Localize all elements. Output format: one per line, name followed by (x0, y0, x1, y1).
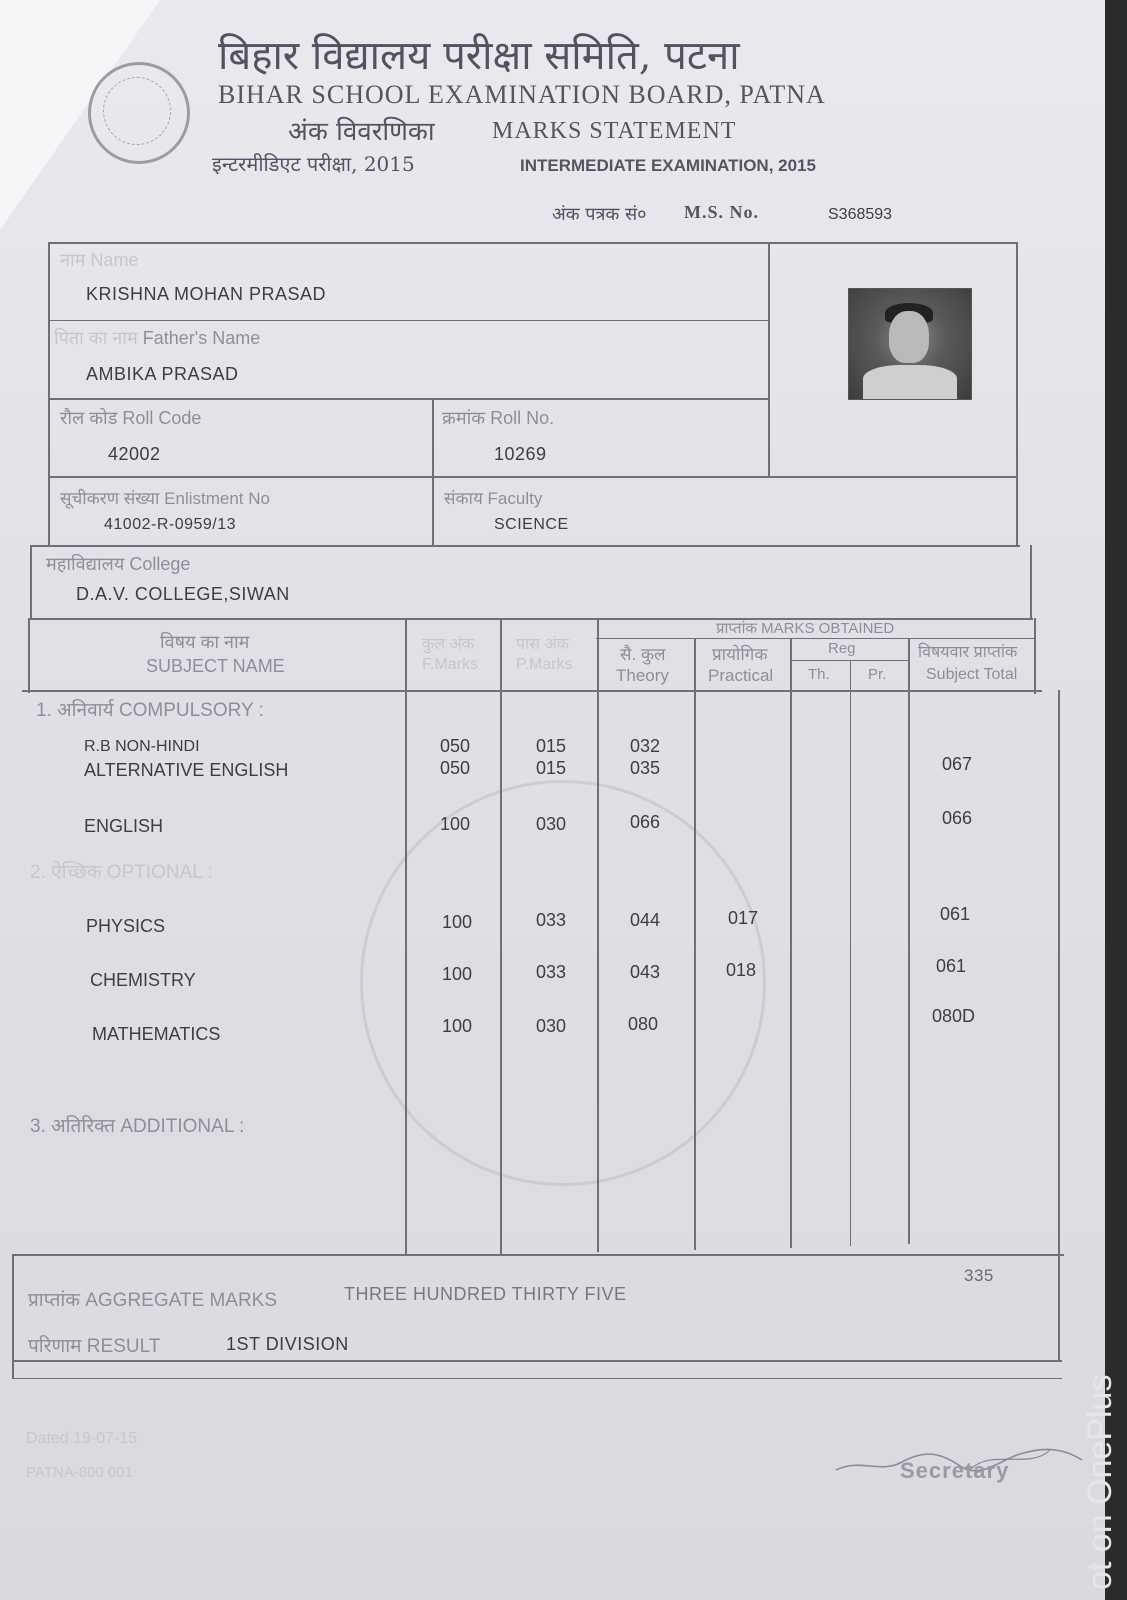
board-title-english: BIHAR SCHOOL EXAMINATION BOARD, PATNA (218, 80, 826, 109)
pass-marks-header-hindi: पास अंक (516, 636, 570, 653)
ms-number: S368593 (828, 206, 893, 223)
enlistment-label-hindi: सूचीकरण संख्या (60, 489, 160, 508)
full-marks-header-hindi: कुल अंक (422, 636, 475, 653)
college: D.A.V. COLLEGE,SIWAN (76, 584, 290, 604)
exam-title-hindi: इन्टरमीडिएट परीक्षा, 2015 (212, 152, 415, 176)
aggregate-total: 335 (964, 1266, 994, 1285)
theory-marks-value: 035 (630, 758, 661, 778)
college-label-hindi: महाविद्यालय (46, 554, 125, 574)
full-marks-value: 100 (440, 814, 471, 834)
enlistment-label: Enlistment No (164, 489, 270, 508)
father-name: AMBIKA PRASAD (86, 364, 239, 384)
full-marks-value: 100 (442, 964, 473, 984)
place: PATNA-800 001 (26, 1464, 133, 1481)
faculty-label: Faculty (487, 489, 543, 508)
pass-marks-value: 015 (536, 758, 567, 778)
subject-header: SUBJECT NAME (146, 656, 285, 676)
pass-marks-header: P.Marks (516, 656, 573, 673)
faculty: SCIENCE (494, 516, 569, 533)
father-label: Father's Name (142, 328, 261, 348)
subject-name: ENGLISH (84, 816, 164, 836)
marks-obtained-header: MARKS OBTAINED (761, 620, 895, 637)
subject-total-value: 061 (940, 904, 971, 924)
theory-marks-value: 043 (630, 962, 661, 982)
subject-header-hindi: विषय का नाम (160, 632, 250, 652)
name-label-hindi: नाम (60, 250, 86, 270)
date-value: 19-07-15 (73, 1430, 138, 1447)
roll-no: 10269 (494, 444, 547, 464)
additional-section-label: 3. अतिरिक्त ADDITIONAL : (30, 1116, 245, 1137)
result-value: 1ST DIVISION (226, 1334, 349, 1354)
father-label-hindi: पिता का नाम (54, 328, 138, 348)
roll-no-label-hindi: क्रमांक (442, 408, 486, 428)
aggregate-in-words: THREE HUNDRED THIRTY FIVE (344, 1284, 627, 1304)
watermark-seal (360, 780, 766, 1186)
aggregate-label: AGGREGATE MARKS (85, 1290, 278, 1311)
theory-marks-value: 080 (628, 1014, 659, 1034)
student-name: KRISHNA MOHAN PRASAD (86, 284, 327, 304)
subject-total-value: 066 (942, 808, 973, 828)
student-photo (848, 288, 972, 400)
full-marks-value: 100 (442, 912, 473, 932)
theory-header: Theory (616, 666, 669, 685)
roll-no-label: Roll No. (490, 408, 555, 428)
board-emblem-seal (88, 62, 190, 164)
practical-marks-value: 018 (726, 960, 757, 980)
full-marks-value: 050 (440, 736, 471, 756)
board-title-hindi: बिहार विद्यालय परीक्षा समिति, पटना (218, 33, 740, 79)
optional-section-label: 2. ऐच्छिक OPTIONAL : (30, 862, 213, 883)
faculty-label-hindi: संकाय (444, 489, 483, 508)
subject-total-header: Subject Total (926, 666, 1018, 683)
roll-code: 42002 (108, 444, 161, 464)
theory-header-hindi: सै. कुल (620, 645, 666, 664)
marks-obtained-header-hindi: प्राप्तांक (716, 620, 757, 637)
theory-marks-value: 032 (630, 736, 661, 756)
ms-label-hindi: अंक पत्रक सं० (552, 204, 647, 225)
full-marks-header: F.Marks (422, 656, 478, 673)
full-marks-value: 100 (442, 1016, 473, 1036)
practical-header-hindi: प्रायोगिक (712, 645, 768, 664)
name-label: Name (90, 250, 139, 270)
subject-total-header-hindi: विषयवार प्राप्तांक (918, 644, 1018, 661)
result-label-hindi: परिणाम (28, 1336, 82, 1357)
theory-marks-value: 066 (630, 812, 661, 832)
pass-marks-value: 030 (536, 1016, 567, 1036)
roll-code-label: Roll Code (122, 408, 202, 428)
practical-header: Practical (708, 666, 774, 685)
statement-title-hindi: अंक विवरणिका (288, 117, 435, 147)
reg-practical-header: Pr. (868, 666, 887, 683)
pass-marks-value: 015 (536, 736, 567, 756)
subject-name: MATHEMATICS (92, 1024, 221, 1044)
signatory-title: Secretary (900, 1458, 1010, 1483)
pass-marks-value: 033 (536, 910, 567, 930)
full-marks-value: 050 (440, 758, 471, 778)
camera-watermark: ot on OnePlus (1081, 1374, 1119, 1590)
subject-total-value: 061 (936, 956, 967, 976)
result-label: RESULT (86, 1336, 161, 1357)
date-label: Dated (26, 1430, 69, 1447)
statement-title-english: MARKS STATEMENT (492, 118, 737, 144)
reg-theory-header: Th. (808, 666, 830, 683)
exam-title-english: INTERMEDIATE EXAMINATION, 2015 (520, 156, 816, 175)
pass-marks-value: 030 (536, 814, 567, 834)
college-label: College (129, 554, 191, 574)
subject-name: PHYSICS (86, 916, 166, 936)
subject-name: CHEMISTRY (90, 970, 196, 990)
subject-name: R.B NON-HINDI (84, 738, 200, 755)
reg-header: Reg (828, 640, 856, 657)
practical-marks-value: 017 (728, 908, 759, 928)
subject-total-value: 067 (942, 754, 973, 774)
aggregate-label-hindi: प्राप्तांक (28, 1290, 80, 1311)
compulsory-section-label: 1. अनिवार्य COMPULSORY : (36, 700, 264, 721)
theory-marks-value: 044 (630, 910, 661, 930)
pass-marks-value: 033 (536, 962, 567, 982)
ms-label-english: M.S. No. (684, 202, 759, 222)
enlistment-no: 41002-R-0959/13 (104, 516, 237, 533)
subject-total-value: 080D (932, 1006, 976, 1026)
roll-code-label-hindi: रौल कोड (60, 408, 118, 428)
subject-name: ALTERNATIVE ENGLISH (84, 760, 289, 780)
